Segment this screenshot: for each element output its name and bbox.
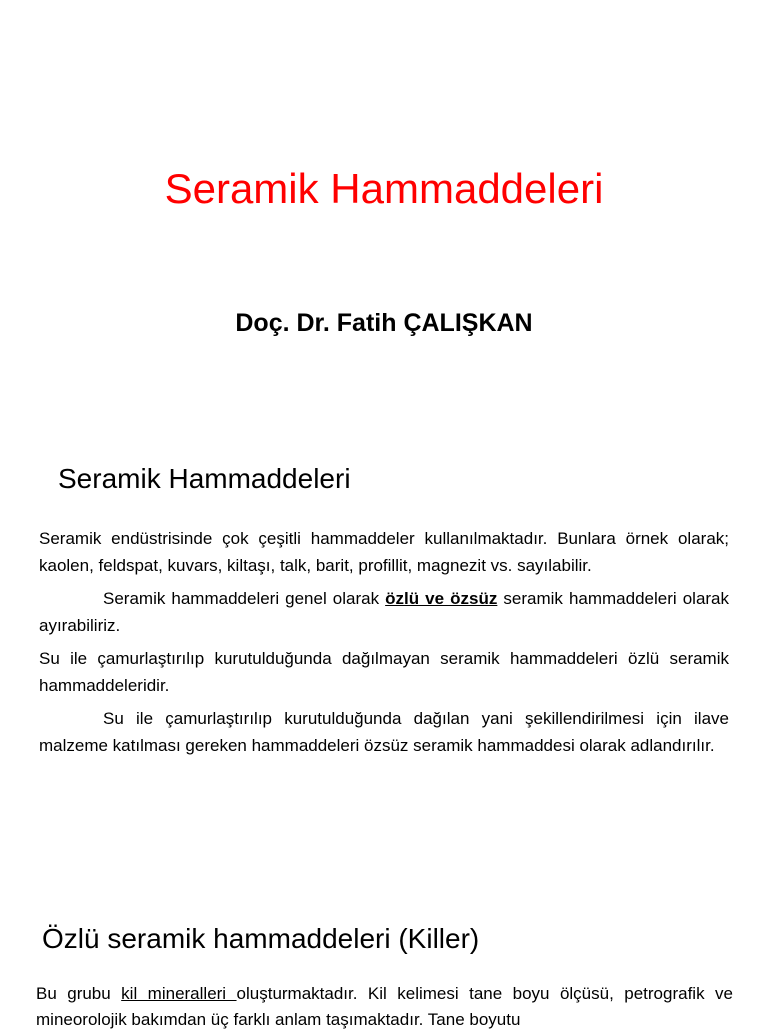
paragraph-1: Seramik endüstrisinde çok çeşitli hammaddeler kullanılmaktadır. Bunlara örnek olarak; kaolen, feldspat, kuvars, kiltaşı, talk, barit, profillit, magnezit vs. sayılabilir.	[39, 529, 729, 575]
paragraph-4: Su ile çamurlaştırılıp kurutulduğunda dağılan yani şekillendirilmesi için ilave malzeme katılması gereken hammaddeleri özsüz seramik hammaddesi olarak adlandırılır.	[39, 709, 729, 755]
killer-paragraph	[36, 981, 733, 1033]
killer-paragraph-end: oluşturmaktadır. Kil kelimesi tane boyu ölçüsü, petrografik ve mineorolojik bakımdan üç farklı anlam taşımaktadır. Tane boyutu	[36, 984, 733, 1029]
emphasis-ozlu-ozsuz: özlü ve özsüz	[385, 589, 498, 608]
section-heading: Seramik Hammaddeleri	[58, 463, 351, 494]
paragraph-2	[39, 586, 729, 639]
paragraph-3: Su ile çamurlaştırılıp kurutulduğunda dağılmayan seramik hammaddeleri özlü seramik hammaddeleridir.	[39, 649, 729, 695]
paragraph-2-start: Seramik hammaddeleri genel olarak	[103, 589, 386, 608]
body-text	[39, 526, 729, 766]
paragraph-2-end: seramik hammaddeleri olarak ayırabiliriz.	[39, 589, 730, 635]
killer-paragraph-start: Bu grubu	[36, 984, 122, 1003]
section-heading-killer: Özlü seramik hammaddeleri (Killer)	[42, 923, 480, 954]
kil-mineralleri-term: kil mineralleri	[121, 984, 237, 1003]
slide-title: Seramik Hammaddeleri	[164, 165, 604, 212]
author-name: Doç. Dr. Fatih ÇALIŞKAN	[235, 309, 533, 337]
